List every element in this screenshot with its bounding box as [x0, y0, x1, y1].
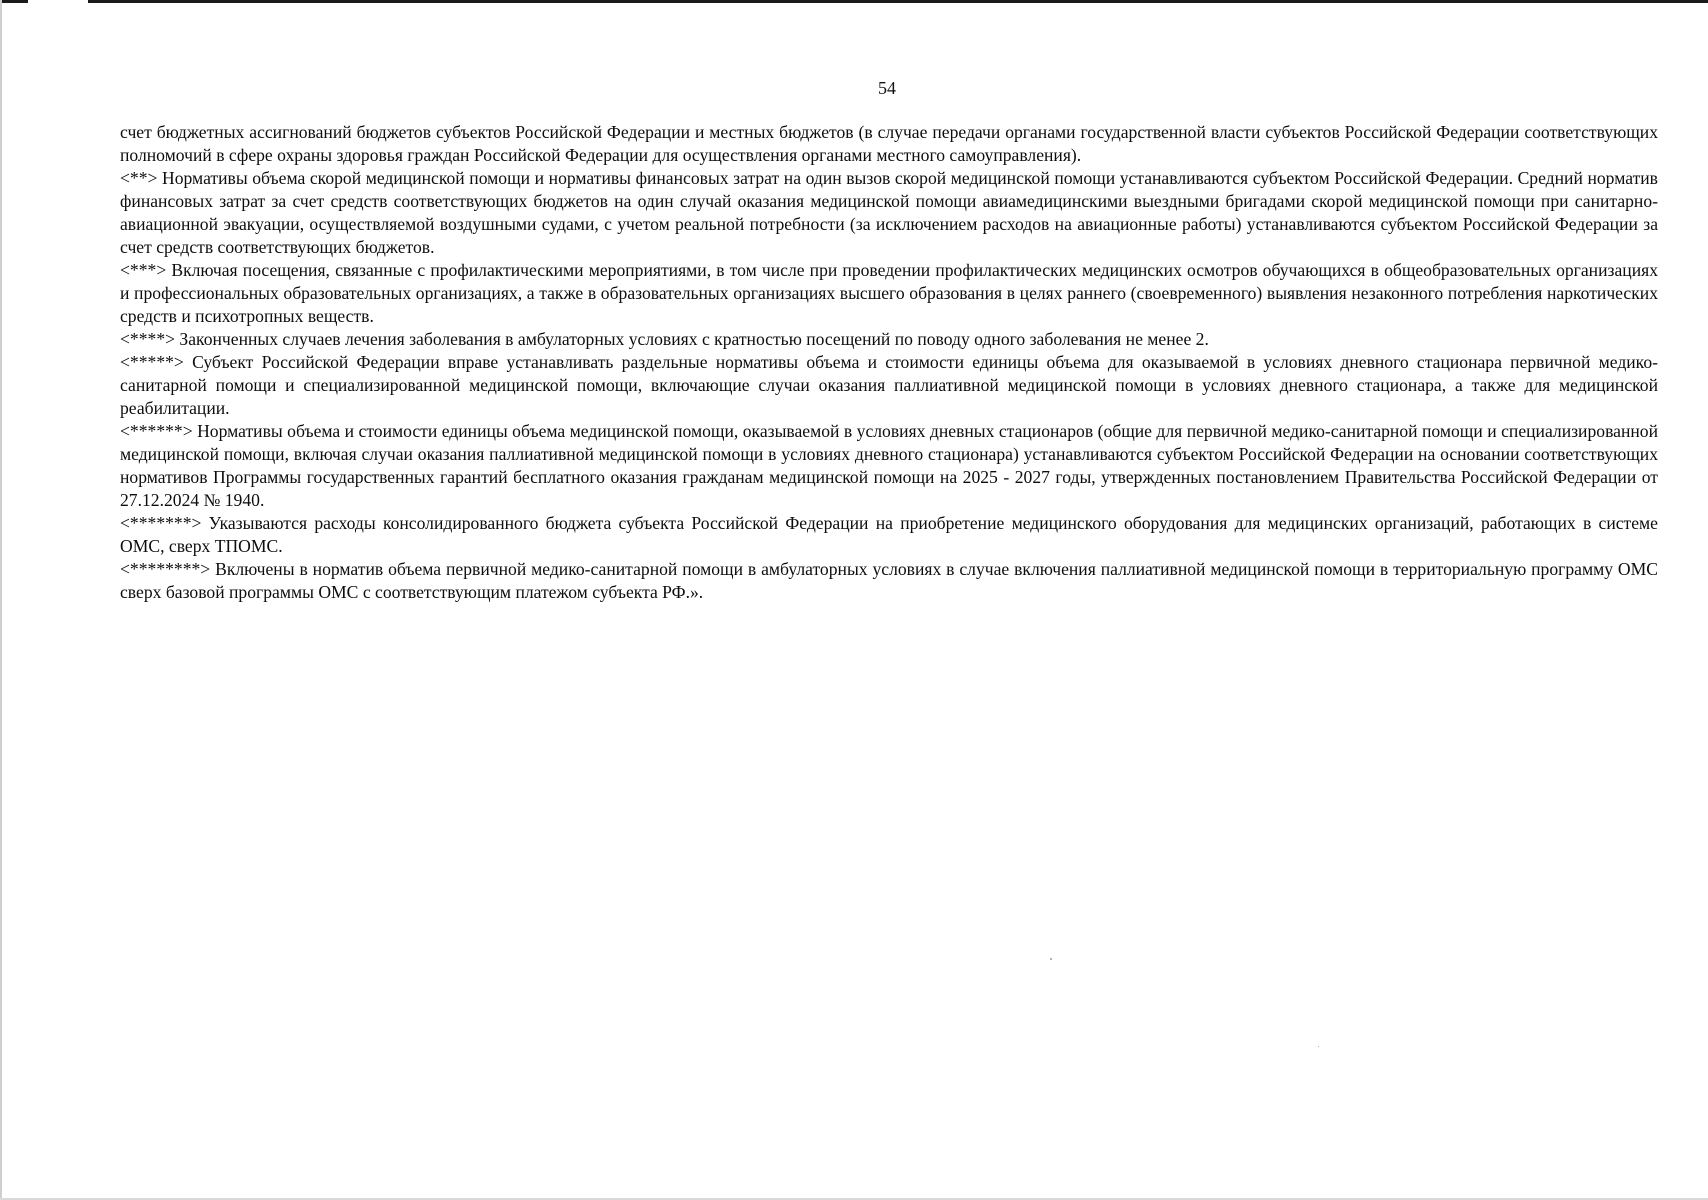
scan-top-border-gap [28, 0, 88, 3]
footnote-3: <***> Включая посещения, связанные с профилактическими мероприятиями, в том числе при проведении профилактических медицинских осмотров обучающихся в общеобразовательных организациях и профессиональных образовательных организациях, а также в образовательных организациях высшего образования в целях раннего (своевременного) выявления незаконного потребления наркотических средств и психотропных веществ. [120, 260, 1658, 326]
footnote-2: <**> Нормативы объема скорой медицинской помощи и нормативы финансовых затрат на один вызов скорой медицинской помощи устанавливаются субъектом Российской Федерации. Средний норматив финансовых затрат за счет средств соответствующих бюджетов на один случай оказания медицинской помощи авиамедицинскими выездными бригадами скорой медицинской помощи при санитарно-авиационной эвакуации, осуществляемой воздушными судами, с учетом реальной потребности (за исключением расходов на авиационные работы) устанавливаются субъектом Российской Федерации за счет средств соответствующих бюджетов. [120, 168, 1658, 257]
paragraph-continuation: счет бюджетных ассигнований бюджетов субъектов Российской Федерации и местных бюджетов (в случае передачи органами государственной власти субъектов Российской Федерации соответствующих полномочий в сфере охраны здоровья граждан Российской Федерации для осуществления органами местного самоуправления). [120, 122, 1658, 165]
scan-top-border [0, 0, 1708, 3]
scan-speck [1050, 958, 1052, 960]
scan-speck [1318, 1046, 1319, 1047]
footnote-5: <*****> Субъект Российской Федерации вправе устанавливать раздельные нормативы объема и стоимости единицы объема для оказываемой в условиях дневного стационара первичной медико-санитарной помощи и специализированной медицинской помощи, включающие случаи оказания паллиативной медицинской помощи в условиях дневного стационара, а также для медицинской реабилитации. [120, 352, 1658, 418]
footnote-7: <*******> Указываются расходы консолидированного бюджета субъекта Российской Федерации на приобретение медицинского оборудования для медицинских организаций, работающих в системе ОМС, сверх ТПОМС. [120, 513, 1658, 556]
footnote-6: <******> Нормативы объема и стоимости единицы объема медицинской помощи, оказываемой в условиях дневных стационаров (общие для первичной медико-санитарной помощи и специализированной медицинской помощи, включая случаи оказания паллиативной медицинской помощи в условиях дневного стационара) устанавливаются субъектом Российской Федерации на основании соответствующих нормативов Программы государственных гарантий бесплатного оказания гражданам медицинской помощи на 2025 - 2027 годы, утвержденных постановлением Правительства Российской Федерации от 27.12.2024 № 1940. [120, 421, 1658, 510]
scan-left-edge [0, 0, 2, 1200]
footnote-4: <****> Законченных случаев лечения заболевания в амбулаторных условиях с кратностью посещений по поводу одного заболевания не менее 2. [120, 329, 1209, 349]
footnote-8: <********> Включены в норматив объема первичной медико-санитарной помощи в амбулаторных условиях в случае включения паллиативной медицинской помощи в территориальную программу ОМС сверх базовой программы ОМС с соответствующим платежом субъекта РФ.». [120, 559, 1658, 602]
page-number: 54 [878, 78, 896, 98]
footnotes-body [120, 121, 1658, 604]
